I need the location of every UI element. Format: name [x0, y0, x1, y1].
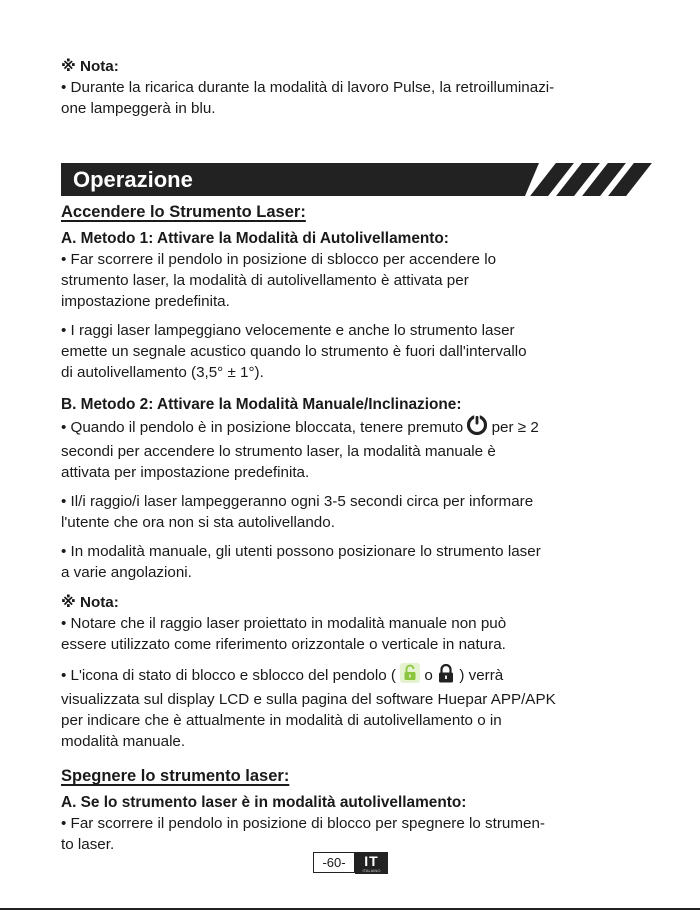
- method-b-p3-l2: a varie angolazioni.: [61, 564, 192, 581]
- method-b-p2-l2: l'utente che ora non si sta autolivellando.: [61, 514, 335, 531]
- method-b-p1-l1: [61, 415, 641, 441]
- lock-icon: [437, 664, 455, 689]
- method-a-p1-l3: impostazione predefinita.: [61, 293, 230, 310]
- turn-off-p1-l2: to laser.: [61, 836, 115, 853]
- method-a-p2-l1: • I raggi laser lampeggiano velocemente e anche lo strumento laser: [61, 322, 515, 339]
- turn-on-heading: Accendere lo Strumento Laser:: [61, 203, 306, 221]
- turn-off-method-a-heading: A. Se lo strumento laser è in modalità autolivellamento:: [61, 794, 467, 811]
- method-a-p2-l2: emette un segnale acustico quando lo strumento è fuori dall'intervallo: [61, 343, 527, 360]
- method-b-p3-l1: • In modalità manuale, gli utenti possono posizionare lo strumento laser: [61, 543, 541, 560]
- document-page: [61, 56, 641, 855]
- turn-off-p1-l1: • Far scorrere il pendolo in posizione di blocco per spegnere lo strumen-: [61, 815, 545, 832]
- note2-p1-l1: • Notare che il raggio laser proiettato in modalità manuale non può: [61, 615, 507, 632]
- note1-line-2: one lampeggerà in blu.: [61, 100, 216, 117]
- note2-p2-after: ) verrà: [459, 667, 504, 684]
- method-a-p2-l3: di autolivellamento (3,5° ± 1°).: [61, 364, 264, 381]
- method-b-p1-after: per ≥ 2: [491, 419, 539, 436]
- power-icon: [467, 415, 487, 441]
- method-a-p1-l1: • Far scorrere il pendolo in posizione di sblocco per accendere lo: [61, 251, 497, 268]
- note2-p2-mid: o: [424, 667, 438, 684]
- language-badge: [355, 852, 388, 874]
- note2-p2-l2: visualizzata sul display LCD e sulla pagina del software Huepar APP/APK: [61, 691, 556, 708]
- page-footer: [313, 852, 388, 874]
- turn-off-heading: Spegnere lo strumento laser:: [61, 767, 290, 785]
- note2-p2-l1: [61, 663, 641, 689]
- unlock-icon: [400, 663, 420, 689]
- section-banner: [61, 163, 641, 196]
- method-b-p2-l1: • Il/i raggio/i laser lampeggeranno ogni 3-5 secondi circa per informare: [61, 493, 534, 510]
- note2-p2-l3: per indicare che è attualmente in modalità di autolivellamento o in: [61, 712, 502, 729]
- note2-p2-l4: modalità manuale.: [61, 733, 186, 750]
- page-number: -60-: [313, 852, 355, 873]
- method-a-heading: A. Metodo 1: Attivare la Modalità di Autolivellamento:: [61, 230, 449, 247]
- section-title: Operazione: [73, 167, 193, 192]
- language-name: ITALIANO: [362, 867, 381, 873]
- method-b-p1-l2: secondi per accendere lo strumento laser, la modalità manuale è: [61, 443, 496, 460]
- note1-line-1: • Durante la ricarica durante la modalità di lavoro Pulse, la retroilluminazi-: [61, 79, 555, 96]
- method-b-p1-l3: attivata per impostazione predefinita.: [61, 464, 310, 481]
- note1-label: ※ Nota:: [61, 58, 119, 75]
- method-a-p1-l2: strumento laser, la modalità di autolivellamento è attivata per: [61, 272, 469, 289]
- note2-p2-before: • L'icona di stato di blocco e sblocco del pendolo (: [61, 667, 401, 684]
- bottom-rule: [0, 908, 700, 910]
- method-b-p1-before: • Quando il pendolo è in posizione bloccata, tenere premuto: [61, 419, 468, 436]
- note2-p1-l2: essere utilizzato come riferimento orizzontale o verticale in natura.: [61, 636, 506, 653]
- note2-label: ※ Nota:: [61, 594, 119, 611]
- method-b-heading: B. Metodo 2: Attivare la Modalità Manuale/Inclinazione:: [61, 396, 462, 413]
- language-code: IT: [364, 852, 379, 869]
